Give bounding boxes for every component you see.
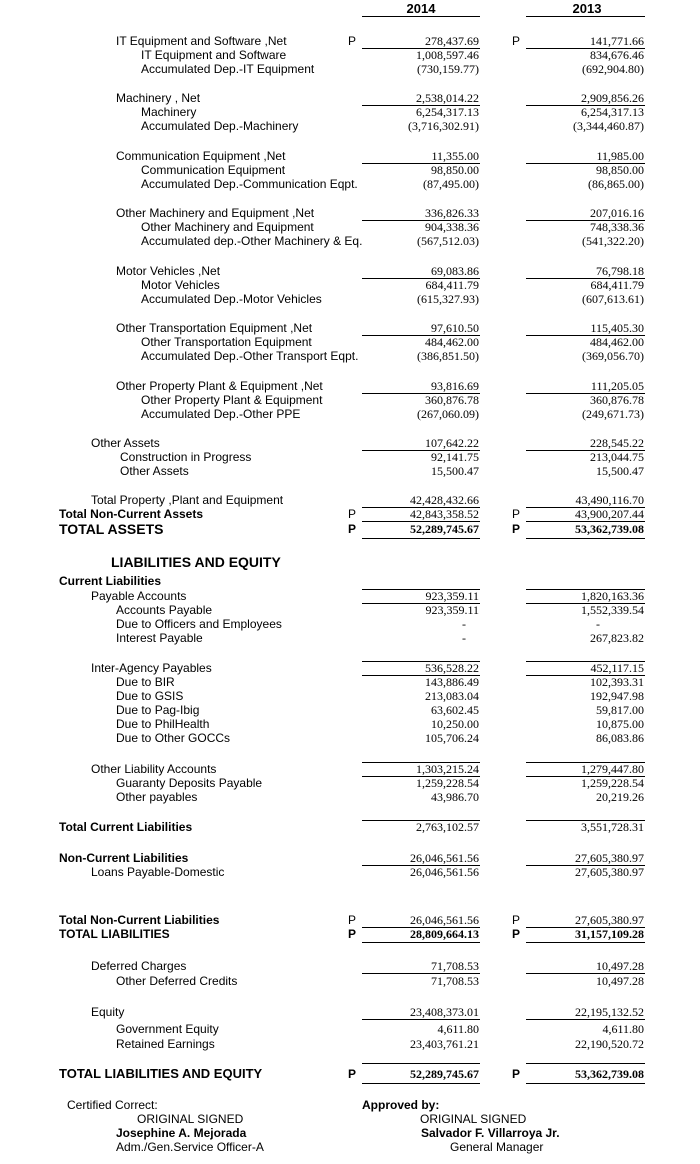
loans-payable-2013: 27,605,380.97 [575, 865, 644, 879]
construction-in-progress-label: Construction in Progress [120, 450, 252, 464]
amount-2014-payable: 923,359.11 [425, 589, 479, 603]
equity-2014: 23,408,373.01 [410, 1005, 479, 1019]
currency-mark-2014-it: P [348, 34, 357, 48]
asset-accdep-label-comm: Accumulated Dep.-Communication Eqpt. [141, 177, 358, 191]
loans-payable-2014: 26,046,561.56 [410, 865, 479, 879]
top-rule-2013-total-current [526, 820, 645, 821]
non-current-liabilities-title: Non-Current Liabilities [59, 851, 189, 865]
other-deferred-2014: 71,708.53 [431, 974, 479, 988]
amount-2014-other-assets-0: 107,642.22 [425, 436, 479, 450]
total-ppe-2013: 43,490,116.70 [575, 493, 644, 507]
retained-earnings-2014: 23,403,761.21 [410, 1037, 479, 1051]
amount-2014-other_mach-1: 904,338.36 [425, 220, 479, 234]
asset-net-label-other_mach: Other Machinery and Equipment ,Net [116, 206, 315, 220]
amount-2013-comm-1: 98,850.00 [596, 163, 644, 177]
amount-2013-payable-2: 267,823.82 [590, 631, 644, 645]
amount-2014-comm-1: 98,850.00 [431, 163, 479, 177]
rule-2014-ppe [362, 393, 480, 394]
amount-2013-other-assets-0: 228,545.22 [590, 436, 644, 450]
asset-net-label-it: IT Equipment and Software ,Net [116, 34, 287, 48]
amount-2014-motor-1: 684,411.79 [425, 278, 479, 292]
current-liabilities-title: Current Liabilities [59, 574, 162, 588]
total-current-liabilities-label: Total Current Liabilities [59, 820, 193, 834]
currency-mark-2013-tle: P [512, 1067, 521, 1081]
asset-gross-label-ppe: Other Property Plant & Equipment [141, 393, 323, 407]
rule-2013-it [526, 48, 645, 49]
amount-2013-transport-0: 115,405.30 [590, 321, 644, 335]
amount-2014-other-assets-2: 15,500.47 [431, 464, 479, 478]
currency-mark-2014-tl: P [348, 927, 357, 941]
certified-correct-label: Certified Correct: [67, 1098, 158, 1112]
amount-2014-it-2: (730,159.77) [417, 62, 479, 76]
amount-2013-interagency: 452,117.15 [590, 661, 644, 675]
total-liabilities-2013: 31,157,109.28 [575, 927, 644, 941]
equity-label: Equity [91, 1005, 125, 1019]
amount-2014-payable-1: - [462, 617, 466, 631]
asset-net-label-motor: Motor Vehicles ,Net [116, 264, 221, 278]
amount-2014-mach-2: (3,716,302.91) [408, 119, 479, 133]
dbl-rule-top-2014-tle [362, 1063, 480, 1064]
asset-gross-label-transport: Other Transportation Equipment [141, 335, 312, 349]
amount-2014-interagency-1: 213,083.04 [425, 689, 479, 703]
top-rule-2013-payable [526, 589, 645, 590]
asset-accdep-label-motor: Accumulated Dep.-Motor Vehicles [141, 292, 322, 306]
amount-2014-other_mach-0: 336,826.33 [425, 206, 479, 220]
asset-gross-label-motor: Motor Vehicles [141, 278, 220, 292]
rule-2013-other-assets [526, 450, 645, 451]
amount-2013-mach-2: (3,344,460.87) [573, 119, 644, 133]
amount-2014-it-1: 1,008,597.46 [416, 48, 479, 62]
total-ppe-2014: 42,428,432.66 [410, 493, 479, 507]
header-rule-2014 [362, 16, 480, 17]
amount-2014-other_liab-0: 1,259,228.54 [416, 776, 479, 790]
amount-2014-payable-2: - [462, 631, 466, 645]
deferred-charges-label: Deferred Charges [91, 959, 187, 973]
amount-2013-interagency-4: 86,083.86 [596, 731, 644, 745]
currency-mark-2013-tncl: P [512, 913, 521, 927]
amount-2014-mach-0: 2,538,014.22 [416, 91, 479, 105]
amount-2013-other_liab-0: 1,259,228.54 [581, 776, 644, 790]
approved-by-label: Approved by: [362, 1098, 440, 1112]
top-rule-2014-payable [362, 589, 480, 590]
approved-signatory-name: Salvador F. Villarroya Jr. [421, 1126, 560, 1140]
header-rule-2013 [526, 16, 645, 17]
amount-2013-interagency-0: 102,393.31 [590, 675, 644, 689]
amount-2013-interagency-2: 59,817.00 [596, 703, 644, 717]
loans-payable-label: Loans Payable-Domestic [91, 865, 225, 879]
amount-2013-motor-2: (607,613.61) [582, 292, 644, 306]
rule-2013-ppe [526, 393, 645, 394]
amount-2014-motor-2: (615,327.93) [417, 292, 479, 306]
currency-mark-2014-total-assets: P [348, 522, 357, 536]
top-rule-2013-other_liab [526, 762, 645, 763]
amount-2014-mach-1: 6,254,317.13 [416, 105, 479, 119]
certified-signatory-position: Adm./Gen.Service Officer-A [116, 1140, 264, 1154]
asset-accdep-label-mach: Accumulated Dep.-Machinery [141, 119, 299, 133]
amount-2013-motor-0: 76,798.18 [596, 264, 644, 278]
total-current-2013: 3,551,728.31 [581, 820, 644, 834]
rule-2014-other_mach [362, 220, 480, 221]
deferred-2014: 71,708.53 [431, 959, 479, 973]
amount-2014-payable-0: 923,359.11 [425, 603, 479, 617]
amount-2013-interagency-1: 192,947.98 [590, 689, 644, 703]
rule-2014-transport [362, 335, 480, 336]
year-2013-header: 2013 [572, 1, 602, 16]
asset-gross-label-comm: Communication Equipment [141, 163, 286, 177]
asset-accdep-label-ppe: Accumulated Dep.-Other PPE [141, 407, 301, 421]
rule-2013-total-assets [526, 538, 645, 539]
rule-2013-tl [526, 942, 645, 943]
amount-2014-noncurrent: 26,046,561.56 [410, 851, 479, 865]
liability-group-label-payable: Payable Accounts [91, 589, 187, 603]
amount-2013-ppe-2: (249,671.73) [582, 407, 644, 421]
rule-2013-mach [526, 105, 645, 106]
rule-2014-mach [362, 105, 480, 106]
asset-net-label-mach: Machinery , Net [116, 91, 201, 105]
liability-group-label-other_liab: Other Liability Accounts [91, 762, 217, 776]
amount-2013-mach-0: 2,909,856.26 [581, 91, 644, 105]
deferred-2013: 10,497.28 [596, 959, 644, 973]
amount-2013-mach-1: 6,254,317.13 [581, 105, 644, 119]
rule-2014-it [362, 48, 480, 49]
currency-mark-2014-tle: P [348, 1067, 357, 1081]
amount-2014-transport-1: 484,462.00 [425, 335, 479, 349]
amount-2014-ppe-1: 360,876.78 [425, 393, 479, 407]
amount-2014-transport-2: (386,851.50) [417, 349, 479, 363]
amount-2014-it-0: 278,437.69 [425, 34, 479, 48]
rule-2014-other-assets [362, 450, 480, 451]
liability-item-label-other_liab-0: Guaranty Deposits Payable [116, 776, 263, 790]
total-assets-label: TOTAL ASSETS [59, 521, 164, 537]
amount-2013-other_liab: 1,279,447.80 [581, 762, 644, 776]
amount-2014-motor-0: 69,083.86 [431, 264, 479, 278]
amount-2014-other-assets-1: 92,141.75 [431, 450, 479, 464]
amount-2013-it-2: (692,904.80) [582, 62, 644, 76]
rule-2013-motor [526, 278, 645, 279]
amount-2013-other_mach-0: 207,016.16 [590, 206, 644, 220]
amount-2014-ppe-0: 93,816.69 [431, 379, 479, 393]
amount-2013-transport-2: (369,056.70) [582, 349, 644, 363]
approved-signed-status: ORIGINAL SIGNED [420, 1112, 527, 1126]
rule-2014-tle [362, 1083, 480, 1084]
total-liabilities-label: TOTAL LIABILITIES [59, 927, 170, 941]
amount-2013-it-0: 141,771.66 [590, 34, 644, 48]
rule-2013-comm [526, 163, 645, 164]
rule-2013-transport [526, 335, 645, 336]
amount-2013-noncurrent: 27,605,380.97 [575, 851, 644, 865]
approved-signatory-position: General Manager [450, 1140, 544, 1154]
currency-mark-2013-nca: P [512, 507, 521, 521]
rule-2014-tl [362, 942, 480, 943]
dbl-rule-top-2013-tle [526, 1063, 645, 1064]
amount-2014-other_liab-1: 43,986.70 [431, 790, 479, 804]
liability-item-label-interagency-2: Due to Pag-Ibig [116, 703, 200, 717]
amount-2014-transport-0: 97,610.50 [431, 321, 479, 335]
top-rule-2014-total-current [362, 820, 480, 821]
total-current-2014: 2,763,102.57 [416, 820, 479, 834]
rule-2013-equity [526, 1019, 645, 1020]
other-deferred-2013: 10,497.28 [596, 974, 644, 988]
asset-net-label-ppe: Other Property Plant & Equipment ,Net [116, 379, 323, 393]
government-equity-label: Government Equity [116, 1022, 219, 1036]
rule-2014-equity [362, 1019, 480, 1020]
amount-2013-comm-2: (86,865.00) [588, 177, 644, 191]
rule-2014-comm [362, 163, 480, 164]
amount-2013-ppe-1: 360,876.78 [590, 393, 644, 407]
amount-2014-other_liab: 1,303,215.24 [416, 762, 479, 776]
amount-2014-comm-0: 11,355.00 [431, 149, 479, 163]
currency-mark-2013-it: P [512, 34, 521, 48]
amount-2013-transport-1: 484,462.00 [590, 335, 644, 349]
currency-mark-2014-nca: P [348, 507, 357, 521]
total-nca-2014: 42,843,358.52 [410, 507, 479, 521]
retained-earnings-label: Retained Earnings [116, 1037, 215, 1051]
liability-item-label-payable-1: Due to Officers and Employees [116, 617, 282, 631]
amount-2013-other_liab-1: 20,219.26 [596, 790, 644, 804]
amount-2013-it-1: 834,676.46 [590, 48, 644, 62]
amount-2013-other_mach-1: 748,338.36 [590, 220, 644, 234]
amount-2014-interagency-0: 143,886.49 [425, 675, 479, 689]
government-equity-2014: 4,611.80 [437, 1022, 479, 1036]
total-non-current-liabilities-label: Total Non-Current Liabilities [59, 913, 220, 927]
amount-2013-other-assets-1: 213,044.75 [590, 450, 644, 464]
total-ppe-label: Total Property ,Plant and Equipment [91, 493, 284, 507]
amount-2014-comm-2: (87,495.00) [423, 177, 479, 191]
currency-mark-2013-total-assets: P [512, 522, 521, 536]
total-le-2014: 52,289,745.67 [410, 1067, 479, 1081]
total-liabilities-equity-label: TOTAL LIABILITIES AND EQUITY [59, 1066, 263, 1081]
amount-2013-other-assets-2: 15,500.47 [596, 464, 644, 478]
amount-2014-interagency-3: 10,250.00 [431, 717, 479, 731]
amount-2013-other_mach-2: (541,322.20) [582, 234, 644, 248]
total-nca-2013: 43,900,207.44 [575, 507, 644, 521]
amount-2013-interagency-3: 10,875.00 [596, 717, 644, 731]
liability-group-label-interagency: Inter-Agency Payables [91, 661, 212, 675]
currency-mark-2013-tl: P [512, 927, 521, 941]
total-noncurrent-2013: 27,605,380.97 [575, 913, 644, 927]
amount-2013-payable-1: - [596, 617, 600, 631]
liability-item-label-other_liab-1: Other payables [116, 790, 198, 804]
rule-2013-tle [526, 1083, 645, 1084]
total-le-2013: 53,362,739.08 [575, 1067, 644, 1081]
retained-earnings-2013: 22,190,520.72 [575, 1037, 644, 1051]
amount-2013-payable-0: 1,552,339.54 [581, 603, 644, 617]
other-assets-label: Other Assets [91, 436, 160, 450]
asset-gross-label-other_mach: Other Machinery and Equipment [141, 220, 314, 234]
liability-item-label-payable-2: Interest Payable [116, 631, 203, 645]
rule-2014-motor [362, 278, 480, 279]
amount-2014-interagency: 536,528.22 [425, 661, 479, 675]
asset-net-label-comm: Communication Equipment ,Net [116, 149, 286, 163]
total-noncurrent-2014: 26,046,561.56 [410, 913, 479, 927]
currency-mark-2014-tncl: P [348, 913, 357, 927]
certified-signatory-name: Josephine A. Mejorada [116, 1126, 247, 1140]
total-liabilities-2014: 28,809,664.13 [410, 927, 479, 941]
amount-2014-other_mach-2: (567,512.03) [417, 234, 479, 248]
top-rule-2014-other_liab [362, 762, 480, 763]
liability-item-label-payable-0: Accounts Payable [116, 603, 213, 617]
amount-2013-comm-0: 11,985.00 [596, 149, 644, 163]
asset-gross-label-it: IT Equipment and Software [141, 48, 287, 62]
total-non-current-assets-label: Total Non-Current Assets [59, 507, 204, 521]
asset-accdep-label-it: Accumulated Dep.-IT Equipment [141, 62, 315, 76]
amount-2013-motor-1: 684,411.79 [590, 278, 644, 292]
year-2014-header: 2014 [406, 1, 436, 16]
asset-accdep-label-other_mach: Accumulated dep.-Other Machinery & Eq. [141, 234, 363, 248]
government-equity-2013: 4,611.80 [602, 1022, 644, 1036]
equity-2013: 22,195,132.52 [575, 1005, 644, 1019]
other-deferred-credits-label: Other Deferred Credits [116, 974, 238, 988]
rule-2013-other_mach [526, 220, 645, 221]
amount-2014-ppe-2: (267,060.09) [417, 407, 479, 421]
liability-item-label-interagency-4: Due to Other GOCCs [116, 731, 231, 745]
other-assets-sub-label: Other Assets [120, 464, 189, 478]
asset-gross-label-mach: Machinery [141, 105, 197, 119]
liability-item-label-interagency-0: Due to BIR [116, 675, 175, 689]
asset-net-label-transport: Other Transportation Equipment ,Net [116, 321, 313, 335]
total-assets-2013: 53,362,739.08 [575, 522, 644, 536]
liabilities-equity-title: LIABILITIES AND EQUITY [111, 554, 281, 570]
amount-2013-payable: 1,820,163.36 [581, 589, 644, 603]
amount-2014-interagency-4: 105,706.24 [425, 731, 479, 745]
rule-2014-total-assets [362, 538, 480, 539]
certified-signed-status: ORIGINAL SIGNED [137, 1112, 244, 1126]
asset-accdep-label-transport: Accumulated Dep.-Other Transport Eqpt. [141, 349, 359, 363]
amount-2014-interagency-2: 63,602.45 [431, 703, 479, 717]
top-rule-2014-interagency [362, 661, 480, 662]
liability-item-label-interagency-3: Due to PhilHealth [116, 717, 210, 731]
amount-2013-ppe-0: 111,205.05 [590, 379, 644, 393]
top-rule-2013-interagency [526, 661, 645, 662]
total-assets-2014: 52,289,745.67 [410, 522, 479, 536]
liability-item-label-interagency-1: Due to GSIS [116, 689, 184, 703]
